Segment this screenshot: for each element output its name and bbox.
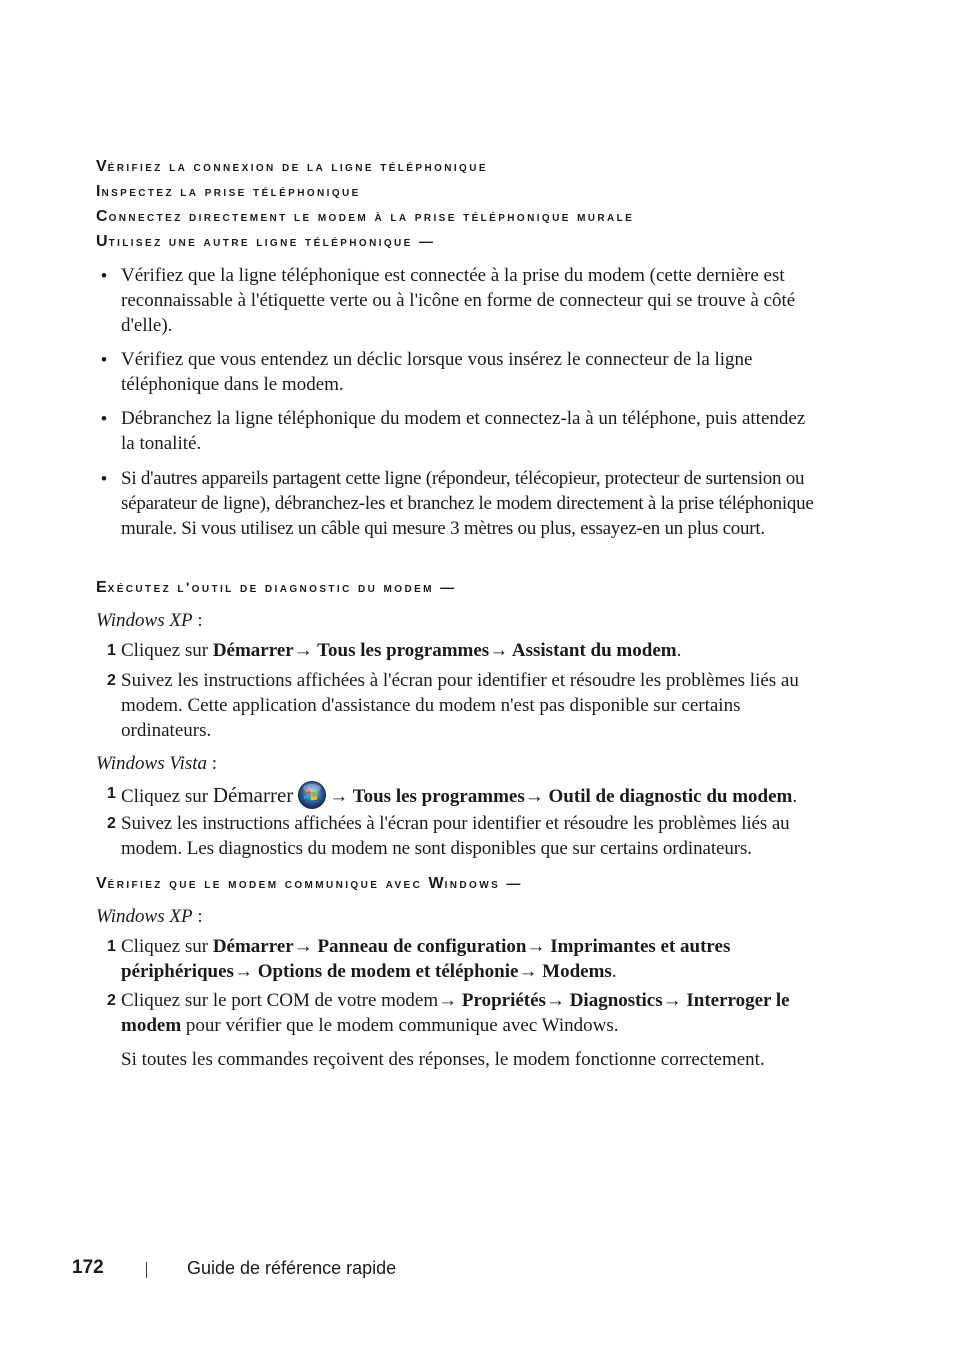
bullet-marker: • <box>101 350 107 369</box>
result-note: Si toutes les commandes reçoivent des réponses, le modem fonctionne correctement. <box>121 1049 765 1070</box>
arrow: → <box>662 990 682 1011</box>
bullet-marker: • <box>101 266 107 285</box>
arrow: → <box>233 961 253 982</box>
heading-run-diagnostic: Exécutez l'outil de diagnostic du modem — <box>96 579 457 596</box>
arrow: → <box>545 990 565 1011</box>
arrow: → <box>293 936 313 957</box>
step-text: Cliquez sur Démarrer → Tous les programmes→ Outil de diagnostic du modem. <box>121 783 798 807</box>
step-text: Cliquez sur le port COM de votre modem→ Propriétés→ Diagnostics→ Interroger le modem pour vérifier que le modem communique avec Windows. <box>121 990 790 1036</box>
bullet-marker: • <box>101 409 107 428</box>
footer-title: Guide de référence rapide <box>187 1258 397 1278</box>
arrow: → <box>524 786 544 807</box>
step-number: 2 <box>107 815 116 832</box>
bullet-text: Vérifiez que vous entendez un déclic lorsque vous insérez le connecteur de la ligne téléphonique dans le modem. <box>121 349 753 395</box>
os-label-vista: Windows Vista : <box>96 753 218 774</box>
os-label-xp: Windows XP : <box>96 906 203 927</box>
page-number: 172 <box>72 1257 104 1278</box>
bullet-text: Si d'autres appareils partagent cette ligne (répondeur, télécopieur, protecteur de surtension ou séparateur de ligne), débranchez-les et branchez le modem directement à la prise téléphonique murale. Si vous utilisez un câble qui mesure 3 mètres ou plus, essayez-en un plus court. <box>121 468 814 539</box>
step-text: Cliquez sur Démarrer→ Panneau de configuration→ Imprimantes et autres périphériques→ Options de modem et téléphonie→ Modems. <box>121 936 731 982</box>
step-number: 1 <box>107 938 116 955</box>
step-number: 2 <box>107 992 116 1009</box>
bullet-text: Vérifiez que la ligne téléphonique est connectée à la prise du modem (cette dernière est reconnaissable à l'étiquette verte ou à l'icône en forme de connecteur qui se trouve à côté d'elle). <box>121 265 796 336</box>
bullet-marker: • <box>101 469 107 488</box>
arrow: → <box>293 640 313 661</box>
windows-start-orb-icon <box>297 781 327 809</box>
step-text: Suivez les instructions affichées à l'écran pour identifier et résoudre les problèmes liés au modem. Cette application d'assistance du modem n'est pas disponible sur certains ordinateurs. <box>121 670 799 741</box>
arrow: → <box>518 961 538 982</box>
heading-connect-direct: Connectez directement le modem à la prise téléphonique murale <box>96 208 635 225</box>
os-label-xp: Windows XP : <box>96 610 203 631</box>
bullet-text: Débranchez la ligne téléphonique du modem et connectez-la à un téléphone, puis attendez la tonalité. <box>121 408 806 454</box>
heading-modem-communicates: Vérifiez que le modem communique avec Windows — <box>96 875 523 892</box>
step-number: 1 <box>107 785 116 802</box>
step-text: Cliquez sur Démarrer→ Tous les programmes→ Assistant du modem. <box>121 640 682 661</box>
arrow: → <box>489 640 509 661</box>
heading-inspect-jack: Inspectez la prise téléphonique <box>96 183 361 200</box>
step-text: Suivez les instructions affichées à l'écran pour identifier et résoudre les problèmes liés au modem. Les diagnostics du modem ne sont disponibles que sur certains ordinateurs. <box>121 813 790 859</box>
heading-other-line: Utilisez une autre ligne téléphonique — <box>96 233 436 250</box>
footer-divider <box>146 1262 147 1278</box>
arrow: → <box>438 990 458 1011</box>
step-number: 2 <box>107 672 116 689</box>
heading-check-line: Vérifiez la connexion de la ligne téléphonique <box>96 158 488 175</box>
step-number: 1 <box>107 642 116 659</box>
arrow: → <box>329 786 349 807</box>
arrow: → <box>526 936 546 957</box>
